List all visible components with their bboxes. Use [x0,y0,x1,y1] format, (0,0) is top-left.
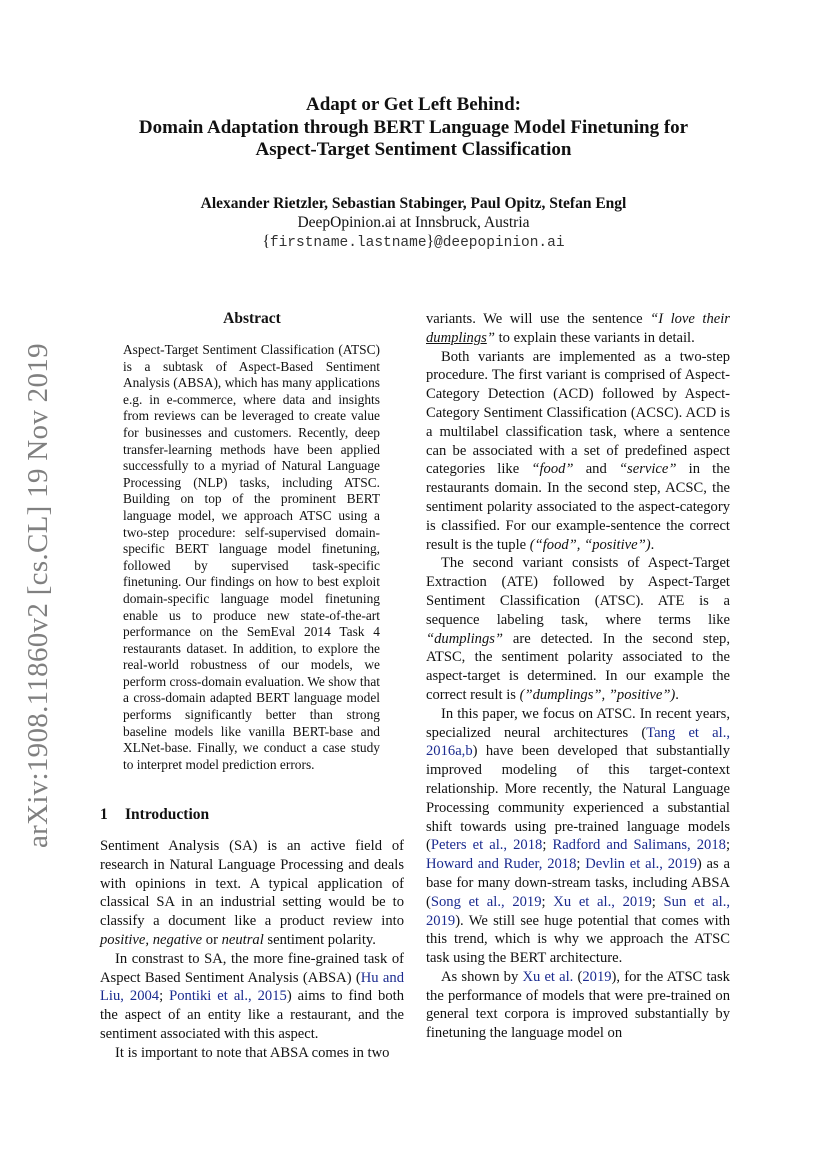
title-line-1: Adapt or Get Left Behind: [306,94,521,115]
text-run: ; [576,856,586,873]
text-run: ). We still see huge potential that comes with this trend, which is why we approach the ATSC task using the BERT architecture. [426,912,730,967]
text-run: to explain these variants in detail. [494,329,695,346]
text-run: “I love their [650,311,730,327]
text-run: In constrast to SA, the more fine-grained task of Aspect Based Sentiment Analysis (ABSA) ( [100,950,404,986]
emphasis: (”dumplings”, ”positive”) [519,686,676,703]
paragraph: It is important to note that ABSA comes in two [115,1044,390,1061]
citation-link[interactable]: Sun et al., 2019 [426,893,731,929]
section-heading-introduction [100,806,209,824]
text-run: in the restaurants domain. In the second step, ACSC, the sentiment polarity associated to the aspect-category is classified. For our example-sentence the correct result is the tuple [426,461,730,553]
author-list: Alexander Rietzler, Sebastian Stabinger, Paul Opitz, Stefan Engl [200,195,627,212]
emphasis: neutral [221,931,264,948]
citation-link[interactable]: Pontiki et al., 2015 [169,988,287,1005]
paragraph [426,310,730,348]
citation-link[interactable]: Song et al., 2019 [430,893,542,910]
email-brace-close: } [426,233,434,250]
text-run: are detected. In the second step, ATSC, the sentiment polarity associated to the aspect-target is determined. In our example the correct result is [426,630,730,703]
section-title: Introduction [125,806,210,823]
right-column-body [426,310,730,1043]
text-run: Both variants are implemented as a two-step procedure. The first variant is comprised of Aspect-Category Detection (ACD) followed by Aspect-Category Sentiment Classification (ACSC). ACD is a multilabel classification task, where a sentence can be associated with a set of predefined aspect categories like [426,348,730,478]
paragraph [426,968,730,1043]
citation-link[interactable]: Peters et al., 2018 [430,837,543,854]
text-run: . [650,536,655,553]
emphasis: positive, negative [100,931,203,948]
paragraph [100,950,404,1044]
left-column-body [100,837,404,1063]
paragraph [426,705,730,968]
paragraph [100,837,404,950]
emphasis: “food” [531,461,574,478]
citation-link[interactable]: Howard and Ruder, 2018 [426,856,577,873]
text-run: ) have been developed that substantially improved modeling of this target-context relationship. More recently, the Natural Language Processing community experienced a substantial shift towards using pre-trained language models ( [426,743,730,854]
citation-link[interactable]: Radford and Salimans, 2018 [552,837,726,854]
text-run: variants. We will use the sentence [426,311,651,327]
text-run: ; [651,893,664,910]
abstract-heading: Abstract [223,310,281,327]
text-run: ) aims to find both the aspect of an entity like a restaurant, and the sentiment associated with this aspect. [100,988,404,1042]
title-line-3: Aspect-Target Sentiment Classification [255,139,572,160]
text-run: In this paper, we focus on ATSC. In recent years, specialized neural architectures ( [426,705,730,741]
text-run: sentiment polarity. [263,931,376,948]
emphasis: “dumplings” [426,630,504,647]
title-line-2: Domain Adaptation through BERT Language Model Finetuning for [138,116,689,138]
underlined-target: dumplings [426,329,487,346]
paragraph [426,348,730,555]
paper-title [0,94,827,162]
text-run: ) as a base for many down-stream tasks, including ABSA ( [426,856,730,910]
text-run: or [202,931,222,948]
citation-link[interactable]: Devlin et al., 2019 [585,856,697,873]
arxiv-stamp: arXiv:1908.11860v2 [cs.CL] 19 Nov 2019 [22,343,54,848]
text-run: ; [542,837,553,854]
email-address [0,232,827,253]
paragraph [426,554,730,704]
emphasis: (“food”, “positive”) [529,536,651,553]
citation-link[interactable]: Tang et al., 2016a,b [426,724,730,760]
text-run: ( [573,968,583,985]
text-run: ), for the ATSC task the performance of models that were pre-trained on general text corpora is improved substantially by finetuning the language model on [426,968,730,1042]
text-run: As shown by [441,968,523,985]
citation-link[interactable]: Xu et al. [522,968,574,985]
text-run: The second variant consists of Aspect-Target Extraction (ATE) followed by Aspect-Target Sentiment Classification (ATSC). ATE is a sequence labeling task, where terms like [426,555,730,628]
text-run: ; [725,837,730,854]
text-run: ; [159,988,170,1005]
text-run: ” [486,329,495,346]
emphasis: “service” [618,461,677,478]
email-domain: @deepopinion.ai [434,235,565,251]
section-number: 1 [100,806,108,823]
affiliation: DeepOpinion.ai at Innsbruck, Austria [297,214,530,231]
citation-link[interactable]: 2019 [582,968,612,985]
citation-link[interactable]: Xu et al., 2019 [553,893,652,910]
text-run: Sentiment Analysis (SA) is an active field of research in Natural Language Processing and deals with opinions in text. A typical application of classical SA in an industrial setting would be to classify a document like a product review into [100,838,404,930]
citation-link[interactable]: Hu and Liu, 2004 [100,969,404,1005]
text-run: ; [541,893,554,910]
email-brace-open: { [262,233,270,250]
text-run: and [573,461,619,478]
email-local: firstname.lastname [269,235,427,251]
text-run: . [675,686,679,703]
abstract-text: Aspect-Target Sentiment Classification (ATSC) is a subtask of Aspect-Based Sentiment Analysis (ABSA), which has many applications e.g. in e-commerce, where data and insights from reviews can be leveraged to create value for businesses and customers. Recently, deep transfer-learning methods have been applied successfully to a myriad of Natural Language Processing (NLP) tasks, including ATSC. Building on top of the prominent BERT language model, we approach ATSC using a two-step procedure: self-supervised domain-specific BERT language model finetuning, followed by supervised task-specific finetuning. Our findings on how to best exploit domain-specific language model finetuning enable us to produce new state-of-the-art performance on the SemEval 2014 Task 4 restaurants dataset. In addition, to explore the real-world robustness of our models, we perform cross-domain evaluation. We show that a cross-domain adapted BERT language model performs significantly better than strong baseline models like vanilla BERT-base and XLNet-base. Finally, we conduct a case study to interpret model prediction errors. [123,342,380,772]
